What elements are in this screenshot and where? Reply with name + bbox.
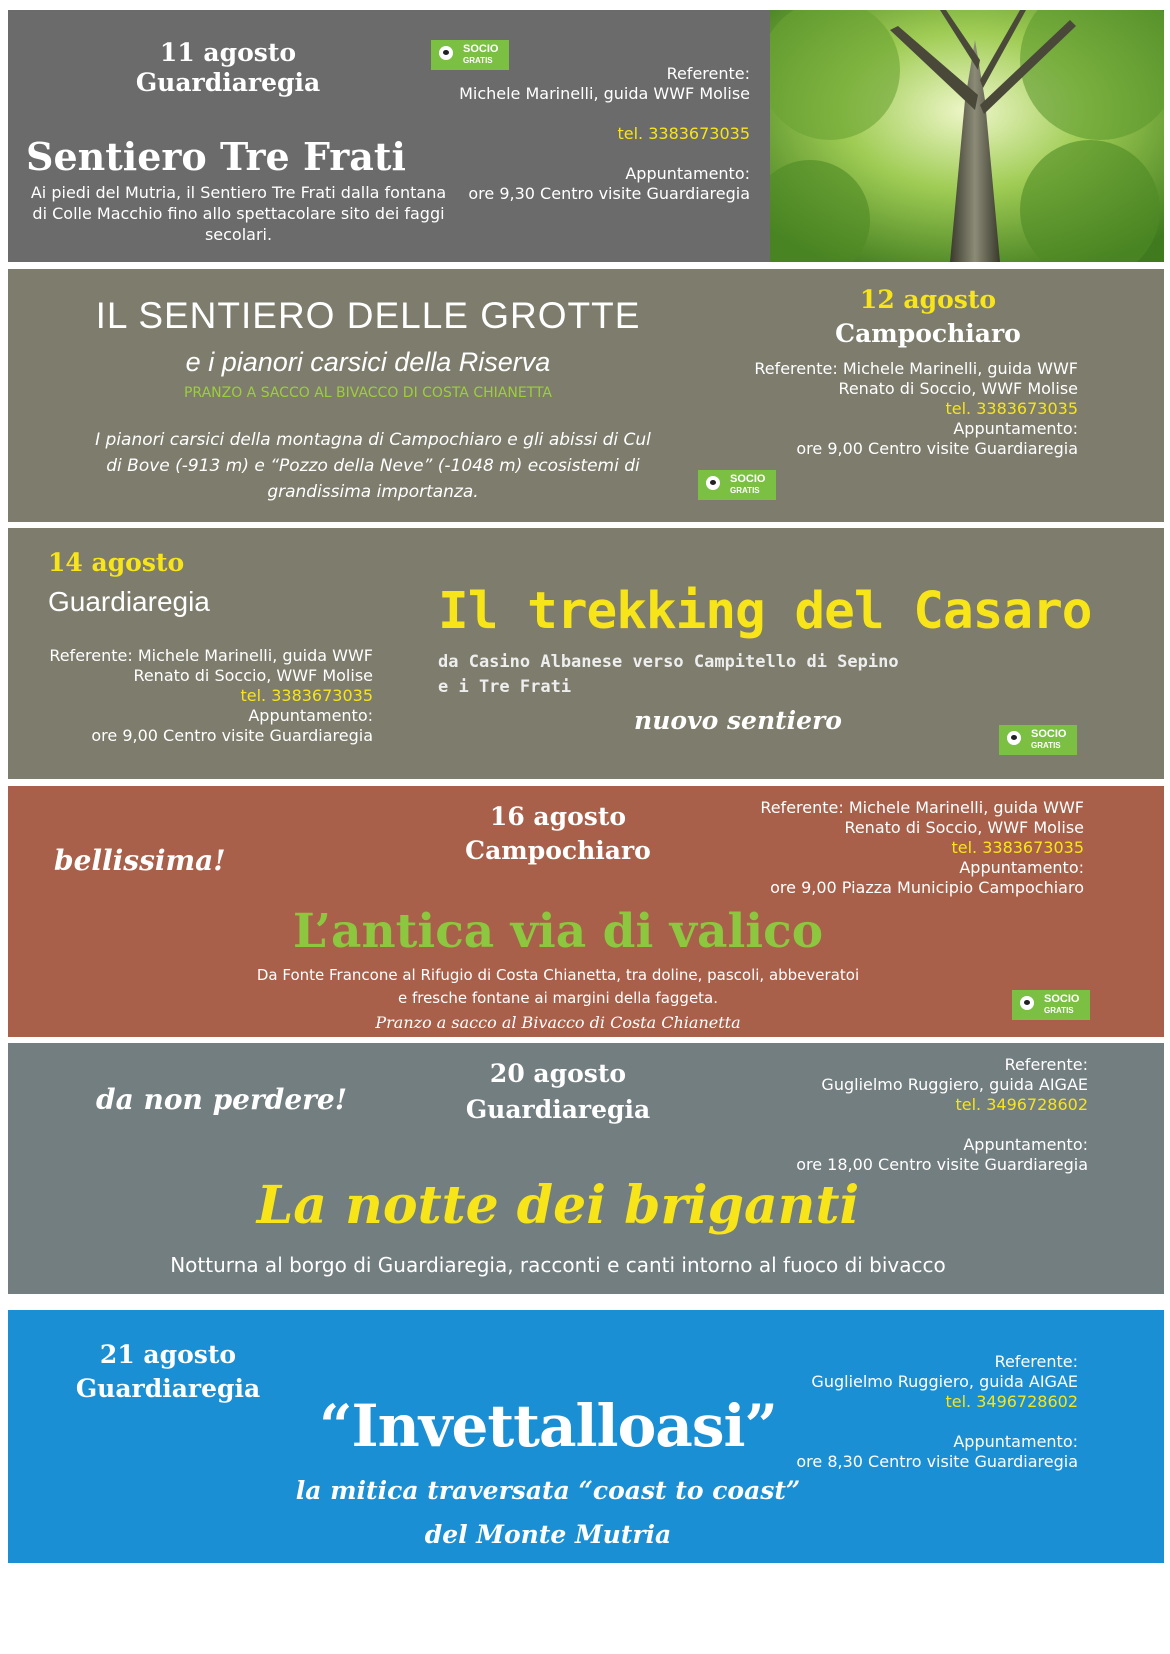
event-title: Il trekking del Casaro: [438, 582, 1092, 641]
socio-gratis-badge: [698, 470, 776, 500]
badge-line2: GRATIS: [1044, 1006, 1074, 1015]
phone: tel. 3496728602: [945, 1392, 1078, 1411]
meeting-label: Appuntamento:: [953, 1432, 1078, 1451]
event-tag: nuovo sentiero: [634, 706, 842, 735]
referent-name: Guglielmo Ruggiero, guida AIGAE: [811, 1372, 1078, 1391]
event-place: Guardiaregia: [48, 586, 210, 617]
referent-label: Referente: Michele Marinelli, guida WWF: [754, 359, 1078, 378]
socio-gratis-badge: [999, 725, 1077, 755]
wwf-panda-icon: [435, 44, 457, 66]
event-title: L’antica via di valico: [292, 904, 824, 959]
referent-label: Referente:: [666, 64, 750, 83]
referent-block: [714, 798, 1084, 898]
phone: tel. 3383673035: [945, 399, 1078, 418]
event-date: 21 agosto: [99, 1340, 237, 1369]
event-description-line2: e fresche fontane ai margini della faggeta.: [397, 989, 719, 1007]
event-title: IL SENTIERO DELLE GROTTE: [95, 295, 641, 336]
event-date: 16 agosto: [489, 802, 627, 831]
event-date: 20 agosto: [489, 1059, 627, 1088]
tree-photo: [770, 10, 1164, 262]
event-tag: bellissima!: [54, 844, 226, 877]
wwf-panda-icon: [702, 474, 724, 496]
referent-name: Michele Marinelli, guida WWF Molise: [459, 84, 750, 103]
event-subtitle-line1: la mitica traversata “coast to coast”: [295, 1476, 801, 1505]
event-title: “Invettalloasi”: [319, 1392, 777, 1460]
referent-label: Referente:: [994, 1352, 1078, 1371]
referent-name: Renato di Soccio, WWF Molise: [844, 818, 1084, 837]
referent-name: Guglielmo Ruggiero, guida AIGAE: [821, 1075, 1088, 1094]
event-place: Guardiaregia: [465, 1095, 651, 1124]
badge-line2: GRATIS: [730, 486, 760, 495]
event-subtitle: e i pianori carsici della Riserva: [185, 347, 551, 377]
event-panel-sentiero-delle-grotte: [8, 269, 1164, 522]
meeting-label: Appuntamento:: [953, 419, 1078, 438]
wwf-panda-icon: [1003, 729, 1025, 751]
meeting-place: ore 9,00 Centro visite Guardiaregia: [91, 726, 373, 745]
event-date: 12 agosto: [859, 285, 997, 314]
referent-label: Referente: Michele Marinelli, guida WWF: [760, 798, 1084, 817]
meeting-label: Appuntamento:: [625, 164, 750, 183]
socio-gratis-badge: [1012, 990, 1090, 1020]
wwf-panda-icon: [1016, 994, 1038, 1016]
event-panel-invettalloasi: [8, 1310, 1164, 1563]
event-route-line2: e i Tre Frati: [438, 677, 572, 697]
event-lunch: Pranzo a sacco al Bivacco di Costa Chianetta: [375, 1013, 741, 1032]
event-description: Ai piedi del Mutria, il Sentiero Tre Frati dalla fontana di Colle Macchio fino allo spettacolare sito dei faggi secolari.: [30, 183, 447, 244]
phone: tel. 3383673035: [240, 686, 373, 705]
event-panel-antica-via-di-valico: [8, 786, 1164, 1037]
meeting-place: ore 9,00 Piazza Municipio Campochiaro: [770, 878, 1084, 897]
phone: tel. 3383673035: [617, 124, 750, 143]
meeting-place: ore 8,30 Centro visite Guardiaregia: [796, 1452, 1078, 1471]
referent-label: Referente:: [1004, 1055, 1088, 1074]
meeting-place: ore 9,00 Centro visite Guardiaregia: [796, 439, 1078, 458]
event-date: 11 agosto: [159, 38, 297, 67]
referent-block: [38, 646, 373, 746]
event-description: Notturna al borgo di Guardiaregia, racconti e canti intorno al fuoco di bivacco: [170, 1253, 946, 1277]
event-place: Campochiaro: [835, 319, 1021, 348]
event-place: Guardiaregia: [75, 1374, 261, 1403]
event-panel-trekking-del-casaro: [8, 528, 1164, 779]
meeting-label: Appuntamento:: [963, 1135, 1088, 1154]
referent-block: [768, 1055, 1088, 1175]
event-place: Guardiaregia: [135, 68, 321, 97]
badge-line1: SOCIO: [463, 43, 499, 55]
event-date: 14 agosto: [48, 548, 185, 577]
badge-line2: GRATIS: [1031, 741, 1061, 750]
event-subtitle-line2: del Monte Mutria: [424, 1520, 672, 1549]
referent-name: Renato di Soccio, WWF Molise: [133, 666, 373, 685]
event-title: Sentiero Tre Frati: [26, 134, 406, 179]
meeting-label: Appuntamento:: [959, 858, 1084, 877]
meeting-label: Appuntamento:: [248, 706, 373, 725]
referent-label: Referente: Michele Marinelli, guida WWF: [49, 646, 373, 665]
event-place: Campochiaro: [465, 836, 651, 865]
referent-block: [708, 359, 1078, 459]
event-tag: da non perdere!: [96, 1083, 348, 1116]
phone: tel. 3383673035: [951, 838, 1084, 857]
event-panel-sentiero-tre-frati: [8, 10, 1164, 262]
event-description: I pianori carsici della montagna di Campochiaro e gli abissi di Cul di Bove (-913 m) e “Pozzo della Neve” (-1048 m) ecosistemi di grandissima importanza.: [95, 430, 651, 502]
badge-line2: GRATIS: [463, 56, 493, 65]
referent-name: Renato di Soccio, WWF Molise: [838, 379, 1078, 398]
badge-line1: SOCIO: [1031, 728, 1067, 740]
event-title: La notte dei briganti: [256, 1175, 860, 1236]
phone: tel. 3496728602: [955, 1095, 1088, 1114]
event-panel-notte-dei-briganti: [8, 1043, 1164, 1294]
event-route-line1: da Casino Albanese verso Campitello di Sepino: [438, 652, 899, 672]
badge-line1: SOCIO: [1044, 993, 1080, 1005]
meeting-place: ore 18,00 Centro visite Guardiaregia: [796, 1155, 1088, 1174]
badge-line1: SOCIO: [730, 473, 766, 485]
referent-block: [758, 1352, 1078, 1472]
meeting-place: ore 9,30 Centro visite Guardiaregia: [468, 184, 750, 203]
event-description-line1: Da Fonte Francone al Rifugio di Costa Chianetta, tra doline, pascoli, abbeveratoi: [256, 966, 860, 984]
event-lunch: PRANZO A SACCO AL BIVACCO DI COSTA CHIANETTA: [183, 385, 553, 401]
referent-block: [448, 64, 750, 204]
